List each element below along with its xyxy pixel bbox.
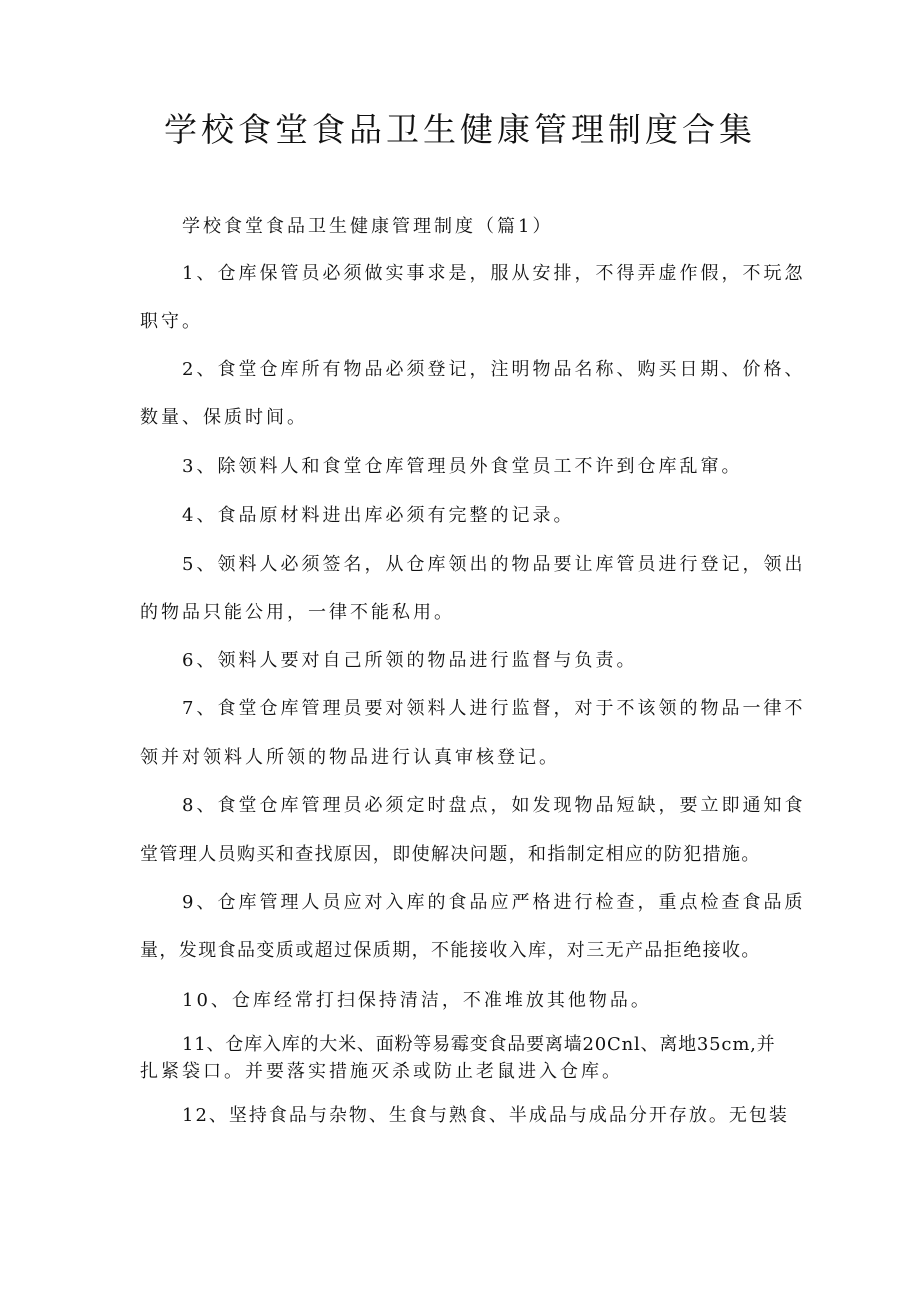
paragraph-12-line-1: 12、坚持食品与杂物、生食与熟食、半成品与成品分开存放。无包装: [182, 1105, 789, 1126]
paragraph-7-line-1: 7、食堂仓库管理员要对领料人进行监督，对于不该领的物品一律不: [182, 698, 806, 719]
document-title: 学校食堂食品卫生健康管理制度合集: [164, 110, 756, 149]
paragraph-9-line-1: 9、仓库管理人员应对入库的食品应严格进行检查，重点检查食品质: [182, 892, 806, 913]
paragraph-2-line-1: 2、食堂仓库所有物品必须登记，注明物品名称、购买日期、价格、: [182, 359, 806, 380]
paragraph-10-line-1: 10、仓库经常打扫保持清洁，不准堆放其他物品。: [182, 990, 652, 1011]
paragraph-6-line-1: 6、领料人要对自己所领的物品进行监督与负责。: [182, 650, 638, 671]
paragraph-8-line-2: 堂管理人员购买和查找原因，即使解决问题，和指制定相应的防犯措施。: [140, 844, 761, 865]
paragraph-5-line-2: 的物品只能公用，一律不能私用。: [140, 602, 455, 623]
paragraph-5-line-1: 5、领料人必须签名，从仓库领出的物品要让库管员进行登记，领出: [182, 554, 806, 575]
paragraph-2-line-2: 数量、保质时间。: [140, 407, 308, 428]
paragraph-9-line-2: 量，发现食品变质或超过保质期，不能接收入库，对三无产品拒绝接收。: [140, 940, 761, 961]
paragraph-1-line-1: 1、仓库保管员必须做实事求是，服从安排，不得弄虚作假，不玩忽: [182, 263, 806, 284]
paragraph-3-line-1: 3、除领料人和食堂仓库管理员外食堂员工不许到仓库乱窜。: [182, 456, 743, 477]
paragraph-11-line-2: 扎紧袋口。并要落实措施灭杀或防止老鼠进入仓库。: [140, 1061, 623, 1082]
paragraph-11-line-1: 11、仓库入库的大米、面粉等易霉变食品要离墙20Cnl、离地35cm,并: [182, 1034, 776, 1055]
paragraph-1-line-2: 职守。: [140, 311, 203, 332]
section-heading: 学校食堂食品卫生健康管理制度（篇1）: [182, 216, 554, 237]
paragraph-4-line-1: 4、食品原材料进出库必须有完整的记录。: [182, 505, 575, 526]
paragraph-8-line-1: 8、食堂仓库管理员必须定时盘点，如发现物品短缺，要立即通知食: [182, 795, 806, 816]
paragraph-7-line-2: 领并对领料人所领的物品进行认真审核登记。: [140, 747, 560, 768]
